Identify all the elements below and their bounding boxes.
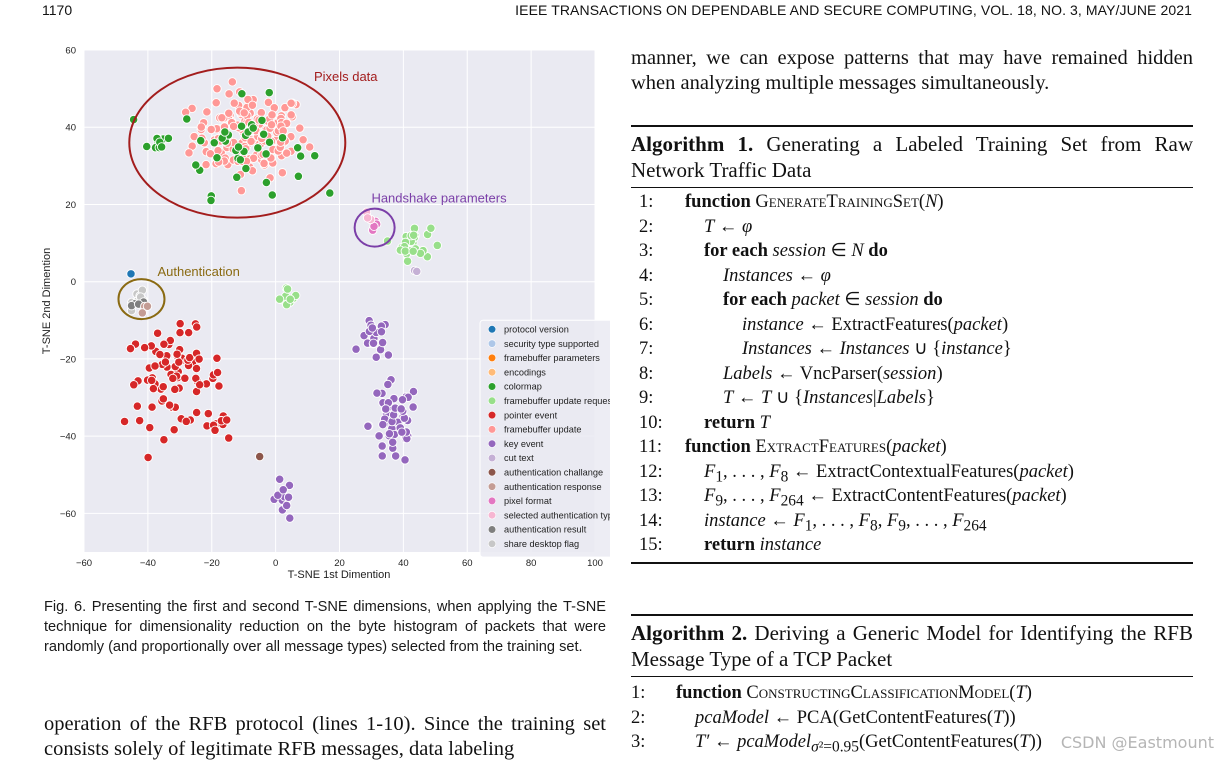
legend-marker — [488, 511, 496, 519]
legend-label: authentication result — [504, 524, 587, 535]
scatter-point — [236, 156, 244, 164]
y-axis-label: T-SNE 2nd Dimention — [41, 247, 53, 355]
x-tick-label: −60 — [75, 558, 93, 569]
algorithm1-line-number: 9: — [639, 388, 654, 408]
legend-label: framebuffer update request — [504, 396, 610, 407]
scatter-point — [203, 108, 211, 116]
algorithm1-line-number: 2: — [639, 216, 654, 237]
algorithm1-line-code: function ExtractFeatures(packet) — [685, 437, 947, 457]
scatter-point — [260, 159, 268, 167]
scatter-point — [126, 344, 134, 352]
algorithm1-line — [631, 190, 1193, 215]
scatter-point — [287, 111, 295, 119]
y-tick-label: 60 — [65, 45, 76, 57]
scatter-point — [254, 144, 262, 152]
scatter-point — [352, 345, 360, 353]
scatter-point — [146, 423, 154, 431]
scatter-point — [170, 426, 178, 434]
legend-label: protocol version — [504, 324, 569, 335]
algorithm1-line-code: T ← φ — [704, 216, 753, 237]
algorithm1-line — [631, 215, 1193, 240]
algorithm-1-title — [631, 127, 1193, 187]
scatter-point — [185, 149, 193, 157]
scatter-point — [238, 90, 246, 98]
algorithm1-line-number: 8: — [639, 363, 654, 384]
legend-label: share desktop flag — [504, 539, 580, 550]
scatter-point — [398, 396, 406, 404]
scatter-point — [368, 324, 376, 332]
algorithm1-line — [631, 362, 1193, 387]
journal-title: IEEE TRANSACTIONS ON DEPENDABLE AND SECURE COMPUTING, VOL. 18, NO. 3, MAY/JUNE 2021 — [515, 2, 1192, 18]
pixels-data-label: Pixels data — [313, 68, 378, 84]
scatter-point — [249, 124, 257, 132]
scatter-point — [156, 350, 164, 358]
algorithm-1 — [631, 125, 1193, 564]
legend-label: cut text — [504, 453, 534, 464]
figure-caption: Fig. 6. Presenting the first and second T-SNE dimensions, when applying the T-SNE technique for dimensionality reduction on the byte histogram of packets that were randomly (and proportionally over all message types) selected from the training set. — [44, 599, 606, 655]
scatter-point — [401, 247, 409, 255]
scatter-point — [213, 154, 221, 162]
x-tick-label: −20 — [203, 558, 220, 569]
scatter-point — [286, 295, 294, 303]
x-tick-label: −40 — [139, 558, 156, 569]
scatter-point — [193, 323, 201, 331]
y-tick-label: −40 — [59, 431, 76, 443]
legend-marker — [488, 368, 496, 376]
algorithm1-line-number: 11: — [639, 437, 662, 457]
algorithm2-line-number: 2: — [631, 707, 646, 728]
legend-label: pointer event — [504, 410, 558, 421]
tsne-figure — [40, 40, 610, 585]
algorithm1-line — [631, 337, 1193, 362]
scatter-point — [160, 435, 168, 443]
y-tick-label: −20 — [59, 354, 76, 366]
scatter-point — [364, 422, 372, 430]
scatter-point — [258, 116, 266, 124]
algorithm1-line — [631, 288, 1193, 313]
algorithm2-line — [631, 706, 1193, 731]
legend-label: colormap — [504, 381, 542, 392]
scatter-point — [391, 452, 399, 460]
algorithm1-line-code: return instance — [704, 535, 822, 555]
scatter-point — [248, 101, 256, 109]
algorithm1-line-code: function GenerateTrainingSet(N) — [685, 192, 944, 212]
algorithm1-line — [631, 460, 1193, 485]
scatter-point — [159, 395, 167, 403]
algorithm1-line-number: 10: — [639, 412, 663, 433]
algorithm2-line-number: 1: — [631, 683, 646, 703]
legend-label: framebuffer parameters — [504, 353, 600, 364]
scatter-point — [378, 338, 386, 346]
scatter-point — [268, 191, 276, 199]
scatter-point — [265, 88, 273, 96]
page-number: 1170 — [42, 2, 73, 18]
scatter-point — [382, 405, 390, 413]
watermark: CSDN @Eastmount — [1060, 733, 1214, 752]
scatter-point — [384, 380, 392, 388]
scatter-point — [262, 178, 270, 186]
algorithm1-line-number: 12: — [639, 461, 663, 482]
scatter-point — [164, 134, 172, 142]
scatter-point — [296, 152, 304, 160]
legend-label: security type supported — [504, 338, 600, 349]
legend-marker — [488, 526, 496, 534]
algorithm1-line — [631, 239, 1193, 264]
scatter-point — [384, 351, 392, 359]
scatter-point — [286, 514, 294, 522]
scatter-point — [379, 420, 387, 428]
scatter-point — [159, 382, 167, 390]
algorithm1-line — [631, 313, 1193, 338]
scatter-point — [211, 426, 219, 434]
scatter-point — [157, 143, 165, 151]
algorithm1-line — [631, 411, 1193, 436]
algorithm1-line-code: instance ← ExtractFeatures(packet) — [742, 314, 1009, 335]
algorithm1-line-number: 6: — [639, 314, 654, 335]
scatter-point — [363, 214, 371, 222]
scatter-point — [184, 328, 192, 336]
scatter-point — [427, 224, 435, 232]
scatter-point — [213, 368, 221, 376]
scatter-point — [225, 90, 233, 98]
scatter-point — [225, 109, 233, 117]
scatter-point — [311, 151, 319, 159]
scatter-point — [140, 343, 148, 351]
scatter-point — [409, 231, 417, 239]
scatter-point — [197, 136, 205, 144]
scatter-point — [278, 168, 286, 176]
legend-marker — [488, 411, 496, 419]
legend-marker — [488, 483, 496, 491]
y-tick-label: 0 — [70, 277, 76, 289]
scatter-point — [377, 328, 385, 336]
legend-label: framebuffer update — [504, 424, 582, 435]
legend-label: encodings — [504, 367, 546, 378]
scatter-point — [369, 339, 377, 347]
scatter-point — [228, 78, 236, 86]
scatter-point — [127, 270, 135, 278]
x-tick-label: 40 — [398, 558, 409, 569]
authentication-label: Authentication — [157, 263, 240, 279]
scatter-point — [373, 389, 381, 397]
algorithm1-line-number: 1: — [639, 192, 654, 212]
scatter-point — [409, 403, 417, 411]
scatter-point — [207, 196, 215, 204]
y-tick-label: 20 — [65, 199, 76, 211]
scatter-point — [229, 122, 237, 130]
algorithm1-line-code: for each packet ∈ session do — [723, 290, 943, 310]
scatter-point — [197, 123, 205, 131]
scatter-point — [143, 142, 151, 150]
algorithm2-line-code: T′ ← pcaModel$_{\sigma^2=0.95}$(GetContentFeatures(T)) — [695, 732, 1042, 756]
scatter-point — [378, 452, 386, 460]
scatter-point — [299, 136, 307, 144]
scatter-point — [234, 143, 242, 151]
scatter-point — [242, 164, 250, 172]
algorithm1-line-number: 4: — [639, 265, 654, 286]
algorithm1-line-number: 15: — [639, 535, 663, 555]
x-tick-label: 20 — [334, 558, 345, 569]
y-tick-label: −60 — [59, 508, 76, 520]
algorithm2-line-code: function ConstructingClassificationModel(T) — [676, 683, 1032, 703]
algorithm1-line-code: for each session ∈ N do — [704, 241, 888, 261]
algorithm1-line-code: $F_9$, . . . , $F_{264}$ ← ExtractContentFeatures(packet) — [704, 486, 1067, 510]
scatter-point — [372, 353, 380, 361]
legend-label: key event — [504, 438, 544, 449]
x-tick-label: 0 — [272, 558, 279, 569]
algorithm1-line — [631, 264, 1193, 289]
algorithm-2-label: Algorithm 2. — [631, 621, 748, 645]
legend-marker — [488, 440, 496, 448]
scatter-point — [296, 124, 304, 132]
scatter-point — [240, 109, 248, 117]
scatter-point — [151, 362, 159, 370]
scatter-point — [213, 85, 221, 93]
scatter-point — [176, 328, 184, 336]
scatter-point — [192, 364, 200, 372]
scatter-point — [413, 267, 421, 275]
scatter-point — [326, 189, 334, 197]
scatter-point — [225, 434, 233, 442]
x-tick-label: 100 — [587, 558, 603, 569]
scatter-point — [195, 381, 203, 389]
scatter-point — [378, 442, 386, 450]
scatter-point — [165, 401, 173, 409]
algorithm1-line-code: instance ← $F_1$, . . . , $F_8$, $F_9$, . . . , $F_{264}$ — [704, 510, 987, 535]
algorithm1-line-number: 7: — [639, 339, 654, 359]
algorithm1-line-code: return T — [704, 412, 770, 433]
scatter-point — [275, 475, 283, 483]
scatter-point — [401, 456, 409, 464]
scatter-point — [255, 452, 263, 460]
scatter-point — [147, 376, 155, 384]
algorithm1-line-code: Instances ← φ — [723, 265, 831, 286]
scatter-point — [192, 161, 200, 169]
scatter-point — [267, 121, 275, 129]
y-tick-label: 40 — [65, 122, 76, 134]
legend-marker — [488, 469, 496, 477]
legend-marker — [488, 326, 496, 334]
algorithm1-line-number: 13: — [639, 486, 663, 506]
scatter-point — [153, 329, 161, 337]
legend-marker — [488, 340, 496, 348]
tsne-scatter-plot — [40, 40, 610, 585]
scatter-point — [278, 133, 286, 141]
x-tick-label: 60 — [461, 558, 473, 569]
scatter-point — [135, 416, 143, 424]
scatter-point — [181, 374, 189, 382]
scatter-point — [279, 486, 287, 494]
legend-marker — [488, 383, 496, 391]
algorithm1-line-code: Labels ← VncParser(session) — [723, 363, 943, 384]
scatter-point — [173, 350, 181, 358]
legend-marker — [488, 497, 496, 505]
right-body-text: manner, we can expose patterns that may have remained hidden when analyzing multiple messages simultaneously. — [631, 47, 1193, 94]
scatter-point — [223, 416, 231, 424]
scatter-point — [233, 173, 241, 181]
legend-label: pixel format — [504, 496, 552, 507]
scatter-point — [398, 428, 406, 436]
algorithm2-line — [631, 681, 1193, 706]
left-body-text: operation of the RFB protocol (lines 1-10). Since the training set consists solely of legitimate RFB messages, data labeling — [44, 713, 606, 760]
x-axis-label: T-SNE 1st Dimention — [287, 569, 391, 581]
legend — [480, 320, 610, 557]
scatter-point — [195, 355, 203, 363]
scatter-point — [176, 319, 184, 327]
algorithm1-line-code: $F_1$, . . . , $F_8$ ← ExtractContextualFeatures(packet) — [704, 461, 1074, 486]
algorithm-1-lines — [631, 188, 1193, 558]
scatter-point — [259, 130, 267, 138]
algorithm1-line — [631, 509, 1193, 534]
algorithm1-line-number: 14: — [639, 510, 663, 531]
scatter-point — [433, 241, 441, 249]
legend-label: selected authentication type — [504, 510, 610, 521]
legend-marker — [488, 540, 496, 548]
scatter-point — [275, 295, 283, 303]
scatter-point — [397, 405, 405, 413]
scatter-point — [210, 139, 218, 147]
scatter-point — [130, 381, 138, 389]
scatter-point — [215, 382, 223, 390]
scatter-point — [268, 111, 276, 119]
scatter-point — [403, 257, 411, 265]
scatter-point — [161, 358, 169, 366]
scatter-point — [204, 409, 212, 417]
scatter-point — [212, 99, 220, 107]
algorithm1-line — [631, 386, 1193, 411]
algorithm1-line-code: Instances ← Instances ∪ {instance} — [742, 339, 1012, 359]
algorithm-1-caption: Generating a Labeled Training Set from Raw Network Traffic Data — [631, 132, 1194, 182]
scatter-point — [207, 125, 215, 133]
scatter-point — [133, 402, 141, 410]
algorithm1-line — [631, 484, 1193, 509]
scatter-point — [230, 99, 238, 107]
scatter-point — [192, 408, 200, 416]
scatter-point — [409, 247, 417, 255]
scatter-point — [213, 354, 221, 362]
scatter-point — [294, 172, 302, 180]
algorithm2-line-code: pcaModel ← PCA(GetContentFeatures(T)) — [695, 707, 1016, 728]
scatter-point — [149, 384, 157, 392]
legend-marker — [488, 454, 496, 462]
page-header — [0, 0, 1230, 22]
scatter-point — [262, 150, 270, 158]
handshake-parameters-label: Handshake parameters — [371, 190, 507, 206]
scatter-point — [305, 143, 313, 151]
algorithm-2-caption: Deriving a Generic Model for Identifying the RFB Message Type of a TCP Packet — [631, 621, 1193, 671]
algorithm1-line — [631, 435, 1193, 460]
scatter-point — [182, 417, 190, 425]
algorithm1-line-number: 3: — [639, 241, 654, 261]
algorithm2-line-number: 3: — [631, 732, 646, 752]
algorithm-1-bottom-rule — [631, 562, 1193, 564]
algorithm1-line — [631, 533, 1193, 558]
scatter-point — [287, 99, 295, 107]
scatter-point — [175, 358, 183, 366]
legend-marker — [488, 426, 496, 434]
scatter-point — [388, 438, 396, 446]
scatter-point — [120, 417, 128, 425]
algorithm-2-title — [631, 616, 1193, 676]
scatter-point — [284, 493, 292, 501]
legend-label: authentication challange — [504, 467, 604, 478]
legend-marker — [488, 397, 496, 405]
algorithm-1-label: Algorithm 1. — [631, 132, 754, 156]
scatter-point — [237, 186, 245, 194]
scatter-point — [265, 138, 273, 146]
x-tick-label: 80 — [525, 558, 537, 569]
scatter-point — [148, 403, 156, 411]
scatter-point — [171, 385, 179, 393]
scatter-point — [143, 302, 151, 310]
algorithm1-line-number: 5: — [639, 290, 654, 310]
scatter-point — [144, 453, 152, 461]
scatter-point — [221, 128, 229, 136]
scatter-point — [282, 501, 290, 509]
scatter-point — [183, 115, 191, 123]
scatter-point — [385, 430, 393, 438]
legend-marker — [488, 354, 496, 362]
legend-label: authentication response — [504, 481, 602, 492]
algorithm1-line-code: T ← T ∪ {Instances|Labels} — [723, 388, 935, 408]
scatter-point — [375, 432, 383, 440]
scatter-point — [169, 374, 177, 382]
scatter-point — [160, 340, 168, 348]
scatter-point — [293, 144, 301, 152]
scatter-point — [283, 285, 291, 293]
